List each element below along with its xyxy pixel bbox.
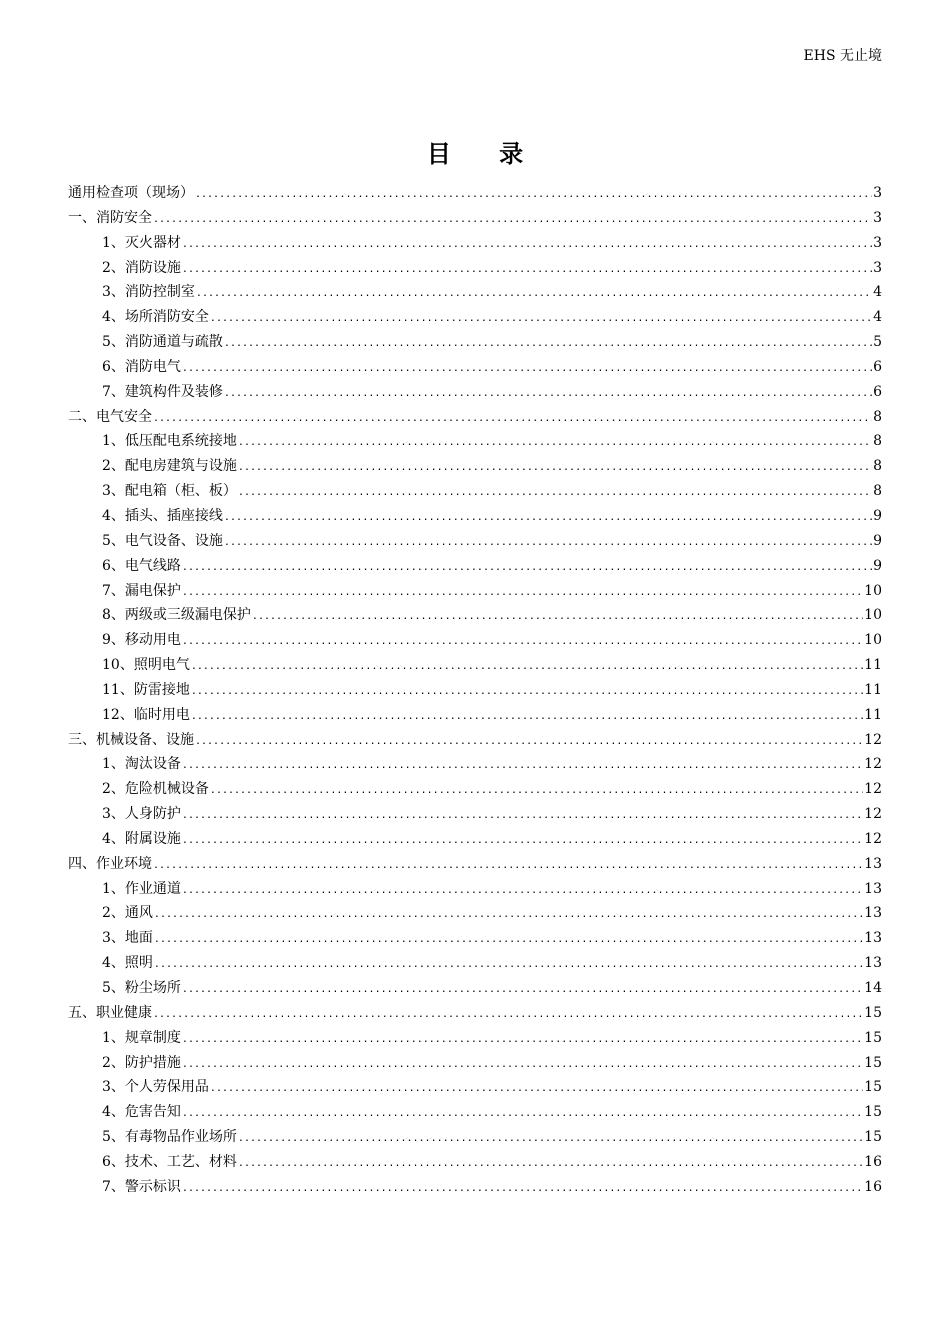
toc-entry-label: 3、个人劳保用品 bbox=[102, 1079, 209, 1096]
toc-entry-label: 12、临时用电 bbox=[102, 706, 190, 723]
toc-dot-leader bbox=[182, 630, 863, 655]
toc-dot-leader bbox=[191, 705, 863, 730]
toc-entry-page-number: 12 bbox=[864, 806, 882, 823]
toc-entry[interactable] bbox=[68, 926, 882, 951]
toc-dot-leader bbox=[182, 879, 863, 904]
toc-entry-label: 3、配电箱（柜、板） bbox=[102, 483, 237, 500]
toc-entry[interactable] bbox=[68, 256, 882, 281]
toc-dot-leader bbox=[182, 978, 863, 1003]
toc-dot-leader bbox=[182, 556, 872, 581]
toc-entry-label: 2、通风 bbox=[102, 905, 153, 922]
toc-dot-leader bbox=[153, 407, 872, 432]
toc-entry-label: 三、机械设备、设施 bbox=[68, 731, 194, 748]
toc-entry[interactable] bbox=[68, 529, 882, 554]
toc-entry-page-number: 4 bbox=[873, 309, 882, 326]
toc-entry-page-number: 15 bbox=[864, 1004, 882, 1021]
toc-dot-leader bbox=[210, 779, 863, 804]
toc-dot-leader bbox=[182, 581, 863, 606]
toc-dot-leader bbox=[153, 1003, 863, 1028]
toc-entry-label: 7、建筑构件及装修 bbox=[102, 383, 223, 400]
toc-dot-leader bbox=[153, 208, 872, 233]
toc-entry-page-number: 12 bbox=[864, 731, 882, 748]
page-header: EHS 无止境 bbox=[803, 48, 882, 64]
toc-entry-page-number: 15 bbox=[864, 1079, 882, 1096]
toc-entry-label: 7、漏电保护 bbox=[102, 582, 181, 599]
toc-entry-page-number: 9 bbox=[873, 507, 882, 524]
toc-entry-label: 1、作业通道 bbox=[102, 880, 181, 897]
toc-entry-label: 3、地面 bbox=[102, 930, 153, 947]
toc-entry[interactable] bbox=[68, 827, 882, 852]
toc-entry[interactable] bbox=[68, 628, 882, 653]
toc-entry-page-number: 10 bbox=[864, 582, 882, 599]
toc-entry-page-number: 13 bbox=[864, 905, 882, 922]
toc-entry[interactable] bbox=[68, 355, 882, 380]
toc-entry[interactable] bbox=[68, 752, 882, 777]
toc-entry-page-number: 3 bbox=[873, 185, 882, 201]
toc-dot-leader bbox=[238, 1127, 863, 1152]
toc-entry-label: 4、照明 bbox=[102, 955, 153, 972]
toc-entry[interactable] bbox=[68, 181, 882, 206]
toc-entry[interactable] bbox=[68, 504, 882, 529]
toc-entry-page-number: 3 bbox=[873, 234, 882, 251]
toc-dot-leader bbox=[210, 1077, 863, 1102]
toc-entry-label: 1、低压配电系统接地 bbox=[102, 433, 237, 450]
toc-dot-leader bbox=[191, 655, 863, 680]
toc-entry[interactable] bbox=[68, 454, 882, 479]
toc-dot-leader bbox=[182, 829, 863, 854]
toc-entry-label: 7、警示标识 bbox=[102, 1178, 181, 1195]
toc-entry[interactable] bbox=[68, 802, 882, 827]
toc-entry[interactable] bbox=[68, 1100, 882, 1125]
toc-dot-leader bbox=[224, 332, 872, 357]
toc-entry[interactable] bbox=[68, 1051, 882, 1076]
toc-entry-page-number: 11 bbox=[864, 706, 882, 723]
toc-entry[interactable] bbox=[68, 976, 882, 1001]
toc-entry[interactable] bbox=[68, 703, 882, 728]
toc-entry-page-number: 3 bbox=[873, 259, 882, 276]
toc-dot-leader bbox=[224, 531, 872, 556]
toc-entry-page-number: 14 bbox=[864, 980, 882, 996]
toc-entry-page-number: 16 bbox=[864, 1153, 882, 1170]
toc-entry-label: 5、消防通道与疏散 bbox=[102, 334, 223, 351]
toc-entry-label: 10、照明电气 bbox=[102, 657, 190, 674]
toc-entry-label: 4、附属设施 bbox=[102, 830, 181, 847]
toc-entry-label: 2、配电房建筑与设施 bbox=[102, 458, 237, 475]
toc-entry-page-number: 12 bbox=[864, 781, 882, 798]
toc-entry-page-number: 5 bbox=[873, 334, 882, 351]
toc-entry[interactable] bbox=[68, 280, 882, 305]
toc-dot-leader bbox=[154, 928, 863, 953]
toc-entry-page-number: 16 bbox=[864, 1178, 882, 1195]
toc-entry-label: 2、消防设施 bbox=[102, 259, 181, 276]
toc-entry[interactable] bbox=[68, 777, 882, 802]
toc-dot-leader bbox=[182, 357, 872, 382]
toc-entry-page-number: 11 bbox=[864, 657, 882, 674]
toc-dot-leader bbox=[238, 481, 872, 506]
toc-dot-leader bbox=[182, 233, 872, 258]
toc-entry-page-number: 4 bbox=[873, 284, 882, 301]
toc-dot-leader bbox=[182, 1028, 863, 1053]
toc-entry-label: 5、粉尘场所 bbox=[102, 980, 181, 996]
toc-entry-page-number: 13 bbox=[864, 880, 882, 897]
toc-dot-leader bbox=[224, 382, 872, 407]
toc-entry-label: 8、两级或三级漏电保护 bbox=[102, 607, 251, 624]
toc-entry[interactable] bbox=[68, 901, 882, 926]
toc-entry[interactable] bbox=[68, 206, 882, 231]
toc-entry-label: 5、电气设备、设施 bbox=[102, 532, 223, 549]
toc-entry-label: 通用检查项（现场） bbox=[68, 185, 194, 201]
toc-entry-page-number: 15 bbox=[864, 1054, 882, 1071]
toc-entry-label: 一、消防安全 bbox=[68, 209, 152, 226]
table-of-contents bbox=[68, 181, 882, 1200]
toc-entry-label: 6、电气线路 bbox=[102, 557, 181, 574]
toc-entry-label: 2、危险机械设备 bbox=[102, 781, 209, 798]
toc-entry[interactable] bbox=[68, 380, 882, 405]
toc-entry-page-number: 6 bbox=[873, 358, 882, 375]
toc-entry-label: 6、消防电气 bbox=[102, 358, 181, 375]
toc-dot-leader bbox=[182, 1102, 863, 1127]
toc-entry-page-number: 11 bbox=[864, 681, 882, 698]
toc-dot-leader bbox=[191, 680, 863, 705]
toc-dot-leader bbox=[238, 431, 872, 456]
toc-dot-leader bbox=[182, 1177, 863, 1202]
toc-entry[interactable] bbox=[68, 1175, 882, 1200]
toc-entry-page-number: 12 bbox=[864, 830, 882, 847]
toc-dot-leader bbox=[154, 903, 863, 928]
toc-entry[interactable] bbox=[68, 603, 882, 628]
toc-entry[interactable] bbox=[68, 1026, 882, 1051]
toc-entry-page-number: 10 bbox=[864, 632, 882, 649]
toc-entry[interactable] bbox=[68, 554, 882, 579]
toc-entry-label: 4、危害告知 bbox=[102, 1104, 181, 1121]
toc-entry-label: 四、作业环境 bbox=[68, 855, 152, 872]
toc-entry[interactable] bbox=[68, 951, 882, 976]
toc-entry-page-number: 3 bbox=[873, 209, 882, 226]
toc-entry-label: 5、有毒物品作业场所 bbox=[102, 1129, 237, 1146]
toc-entry-page-number: 8 bbox=[873, 433, 882, 450]
toc-entry-label: 二、电气安全 bbox=[68, 408, 152, 425]
toc-dot-leader bbox=[182, 258, 872, 283]
toc-dot-leader bbox=[252, 605, 863, 630]
toc-entry[interactable] bbox=[68, 1075, 882, 1100]
toc-entry[interactable] bbox=[68, 877, 882, 902]
toc-entry[interactable] bbox=[68, 429, 882, 454]
toc-entry-page-number: 12 bbox=[864, 756, 882, 773]
toc-entry-page-number: 8 bbox=[873, 483, 882, 500]
toc-entry-page-number: 9 bbox=[873, 557, 882, 574]
toc-entry[interactable] bbox=[68, 1125, 882, 1150]
toc-entry[interactable] bbox=[68, 405, 882, 430]
toc-dot-leader bbox=[182, 804, 863, 829]
toc-entry-label: 4、场所消防安全 bbox=[102, 309, 209, 326]
toc-entry[interactable] bbox=[68, 330, 882, 355]
toc-entry-label: 2、防护措施 bbox=[102, 1054, 181, 1071]
toc-dot-leader bbox=[195, 730, 863, 755]
toc-dot-leader bbox=[196, 282, 872, 307]
toc-dot-leader bbox=[182, 1053, 863, 1078]
toc-entry[interactable] bbox=[68, 231, 882, 256]
toc-entry-page-number: 15 bbox=[864, 1129, 882, 1146]
toc-entry-page-number: 9 bbox=[873, 532, 882, 549]
page-title: 目 录 bbox=[426, 140, 544, 168]
toc-entry[interactable] bbox=[68, 579, 882, 604]
toc-entry-label: 1、规章制度 bbox=[102, 1029, 181, 1046]
toc-entry-label: 五、职业健康 bbox=[68, 1004, 152, 1021]
toc-entry-page-number: 13 bbox=[864, 855, 882, 872]
toc-entry-page-number: 8 bbox=[873, 458, 882, 475]
toc-dot-leader bbox=[238, 1152, 863, 1177]
toc-entry-label: 1、灭火器材 bbox=[102, 234, 181, 251]
toc-entry-label: 3、消防控制室 bbox=[102, 284, 195, 301]
toc-entry-page-number: 8 bbox=[873, 408, 882, 425]
toc-entry-label: 1、淘汰设备 bbox=[102, 756, 181, 773]
toc-dot-leader bbox=[224, 506, 872, 531]
toc-entry[interactable] bbox=[68, 728, 882, 753]
toc-entry[interactable] bbox=[68, 653, 882, 678]
toc-entry[interactable] bbox=[68, 1150, 882, 1175]
toc-dot-leader bbox=[238, 456, 872, 481]
toc-entry[interactable] bbox=[68, 852, 882, 877]
toc-entry[interactable] bbox=[68, 479, 882, 504]
toc-dot-leader bbox=[195, 183, 872, 208]
toc-entry-label: 4、插头、插座接线 bbox=[102, 507, 223, 524]
toc-entry-label: 6、技术、工艺、材料 bbox=[102, 1153, 237, 1170]
toc-entry-page-number: 6 bbox=[873, 383, 882, 400]
toc-entry-page-number: 15 bbox=[864, 1104, 882, 1121]
toc-entry-page-number: 13 bbox=[864, 955, 882, 972]
toc-entry-page-number: 15 bbox=[864, 1029, 882, 1046]
toc-entry-label: 3、人身防护 bbox=[102, 806, 181, 823]
toc-entry-page-number: 10 bbox=[864, 607, 882, 624]
toc-entry[interactable] bbox=[68, 678, 882, 703]
toc-entry-label: 11、防雷接地 bbox=[102, 681, 190, 698]
toc-dot-leader bbox=[210, 307, 872, 332]
toc-dot-leader bbox=[153, 854, 863, 879]
toc-entry-label: 9、移动用电 bbox=[102, 632, 181, 649]
toc-entry[interactable] bbox=[68, 1001, 882, 1026]
toc-dot-leader bbox=[154, 953, 863, 978]
toc-entry[interactable] bbox=[68, 305, 882, 330]
toc-entry-page-number: 13 bbox=[864, 930, 882, 947]
toc-dot-leader bbox=[182, 754, 863, 779]
